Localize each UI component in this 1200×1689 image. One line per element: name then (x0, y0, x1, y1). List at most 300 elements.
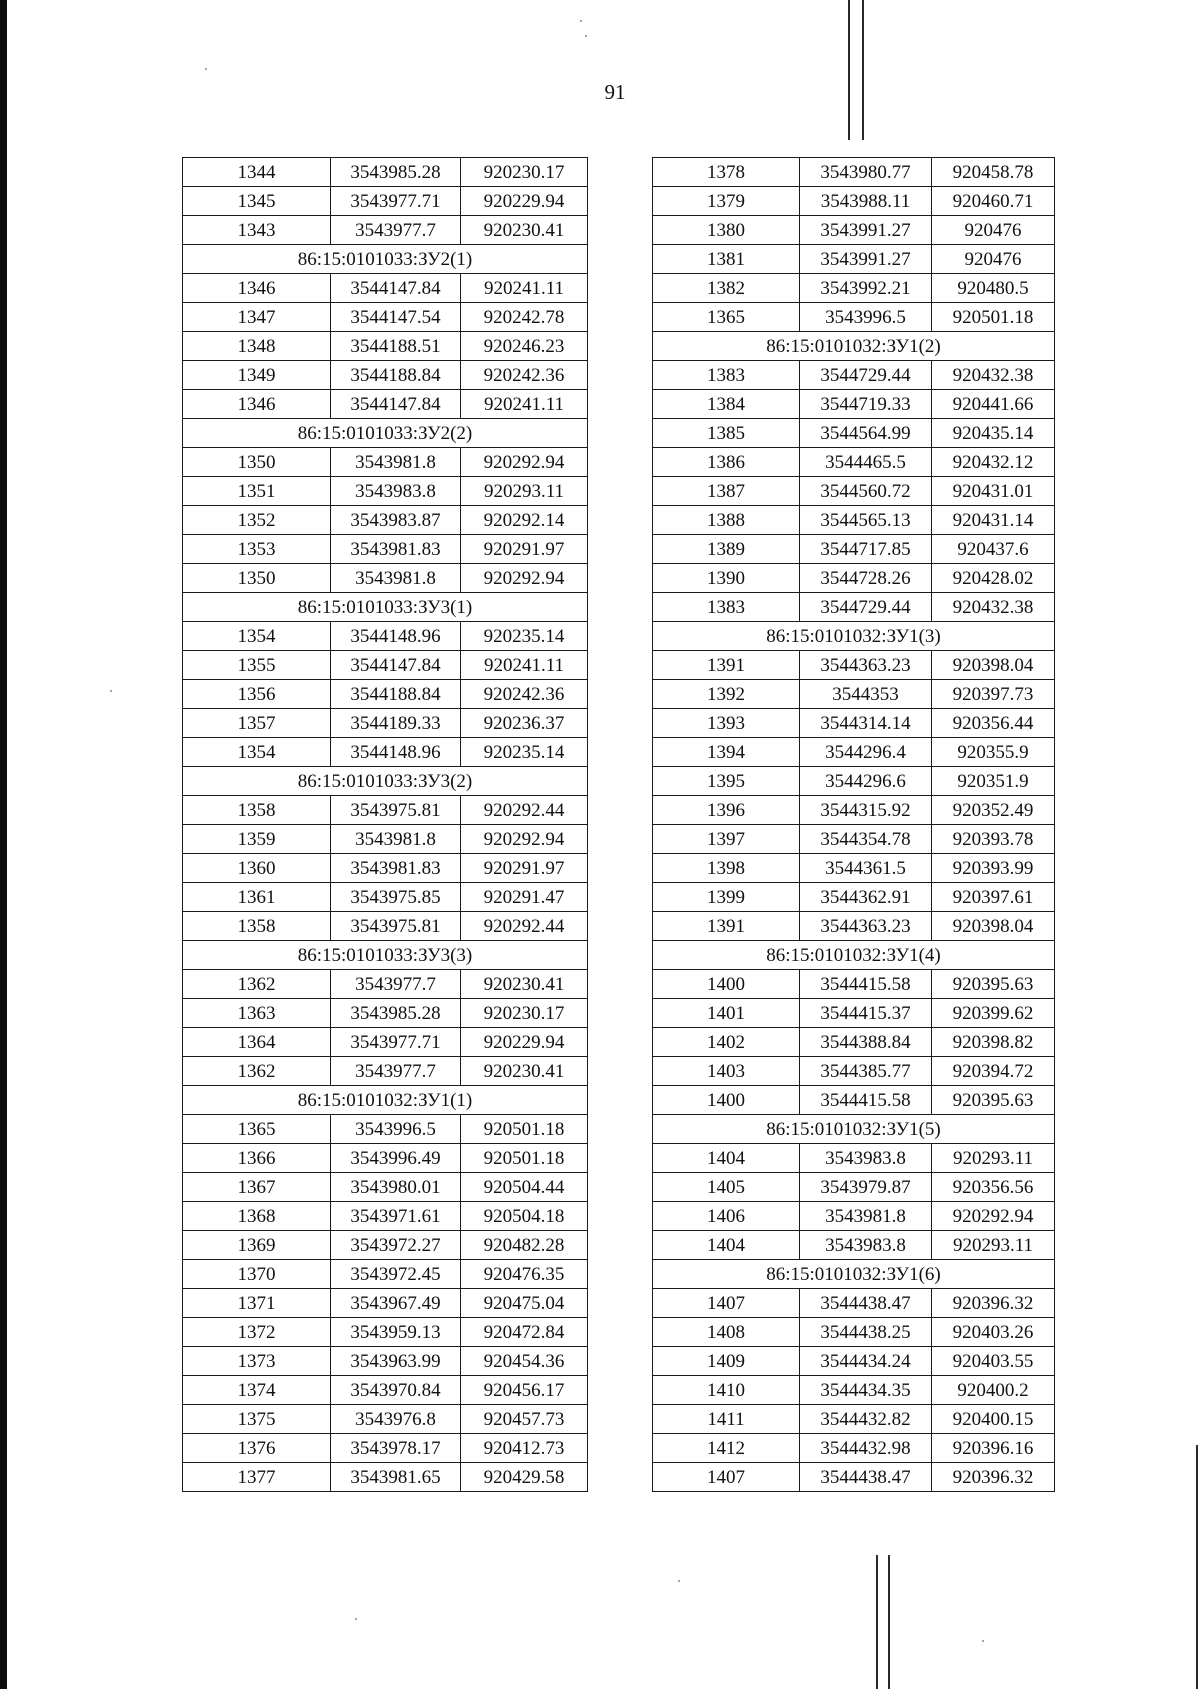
coordinate-row (653, 1463, 1055, 1492)
parcel-id-label: 86:15:0101032:ЗУ1(3) (653, 622, 1055, 651)
scan-speck (355, 1618, 357, 1620)
point-number-cell: 1378 (653, 158, 800, 187)
y-coordinate-cell: 920396.32 (932, 1463, 1055, 1492)
x-coordinate-cell: 3543977.7 (331, 1057, 461, 1086)
coordinate-row (653, 564, 1055, 593)
x-coordinate-cell: 3544148.96 (331, 622, 461, 651)
parcel-id-label: 86:15:0101033:ЗУ3(2) (183, 767, 588, 796)
x-coordinate-cell: 3543996.5 (800, 303, 932, 332)
coordinate-row (653, 912, 1055, 941)
coordinate-row (183, 187, 588, 216)
point-number-cell: 1369 (183, 1231, 331, 1260)
point-number-cell: 1371 (183, 1289, 331, 1318)
y-coordinate-cell: 920229.94 (461, 187, 588, 216)
x-coordinate-cell: 3544728.26 (800, 564, 932, 593)
y-coordinate-cell: 920292.14 (461, 506, 588, 535)
coordinate-row (653, 883, 1055, 912)
coordinate-row (653, 1057, 1055, 1086)
point-number-cell: 1406 (653, 1202, 800, 1231)
x-coordinate-cell: 3543970.84 (331, 1376, 461, 1405)
x-coordinate-cell: 3543972.27 (331, 1231, 461, 1260)
point-number-cell: 1408 (653, 1318, 800, 1347)
coordinate-row (653, 1376, 1055, 1405)
y-coordinate-cell: 920437.6 (932, 535, 1055, 564)
y-coordinate-cell: 920356.56 (932, 1173, 1055, 1202)
x-coordinate-cell: 3544188.51 (331, 332, 461, 361)
y-coordinate-cell: 920400.2 (932, 1376, 1055, 1405)
coordinate-row (653, 390, 1055, 419)
coordinate-row (183, 1405, 588, 1434)
x-coordinate-cell: 3544361.5 (800, 854, 932, 883)
coordinate-row (653, 274, 1055, 303)
x-coordinate-cell: 3543981.65 (331, 1463, 461, 1492)
y-coordinate-cell: 920293.11 (932, 1144, 1055, 1173)
coordinate-row (183, 622, 588, 651)
coordinate-row (183, 535, 588, 564)
point-number-cell: 1350 (183, 564, 331, 593)
y-coordinate-cell: 920292.44 (461, 912, 588, 941)
coordinate-row (183, 883, 588, 912)
point-number-cell: 1401 (653, 999, 800, 1028)
coordinate-row (653, 1086, 1055, 1115)
x-coordinate-cell: 3543992.21 (800, 274, 932, 303)
coordinate-row (653, 1434, 1055, 1463)
x-coordinate-cell: 3544717.85 (800, 535, 932, 564)
y-coordinate-cell: 920355.9 (932, 738, 1055, 767)
x-coordinate-cell: 3543977.7 (331, 216, 461, 245)
coordinate-row (183, 1028, 588, 1057)
y-coordinate-cell: 920431.01 (932, 477, 1055, 506)
y-coordinate-cell: 920352.49 (932, 796, 1055, 825)
x-coordinate-cell: 3544564.99 (800, 419, 932, 448)
y-coordinate-cell: 920458.78 (932, 158, 1055, 187)
x-coordinate-cell: 3544719.33 (800, 390, 932, 419)
x-coordinate-cell: 3543976.8 (331, 1405, 461, 1434)
y-coordinate-cell: 920230.17 (461, 158, 588, 187)
coordinate-row (653, 506, 1055, 535)
coordinate-row (183, 970, 588, 999)
point-number-cell: 1365 (183, 1115, 331, 1144)
y-coordinate-cell: 920292.44 (461, 796, 588, 825)
coordinates-table-right (652, 157, 1055, 1492)
x-coordinate-cell: 3544415.37 (800, 999, 932, 1028)
y-coordinate-cell: 920241.11 (461, 651, 588, 680)
coordinate-row (653, 709, 1055, 738)
y-coordinate-cell: 920504.44 (461, 1173, 588, 1202)
x-coordinate-cell: 3544565.13 (800, 506, 932, 535)
y-coordinate-cell: 920398.82 (932, 1028, 1055, 1057)
y-coordinate-cell: 920501.18 (461, 1144, 588, 1173)
point-number-cell: 1351 (183, 477, 331, 506)
y-coordinate-cell: 920454.36 (461, 1347, 588, 1376)
x-coordinate-cell: 3544438.47 (800, 1463, 932, 1492)
point-number-cell: 1349 (183, 361, 331, 390)
x-coordinate-cell: 3543981.8 (331, 448, 461, 477)
x-coordinate-cell: 3544729.44 (800, 593, 932, 622)
coordinate-row (183, 477, 588, 506)
point-number-cell: 1357 (183, 709, 331, 738)
coordinate-row (653, 1289, 1055, 1318)
x-coordinate-cell: 3543991.27 (800, 216, 932, 245)
y-coordinate-cell: 920397.61 (932, 883, 1055, 912)
coordinate-row (653, 1405, 1055, 1434)
coordinate-row (653, 1028, 1055, 1057)
point-number-cell: 1345 (183, 187, 331, 216)
y-coordinate-cell: 920476 (932, 216, 1055, 245)
parcel-id-label: 86:15:0101032:ЗУ1(5) (653, 1115, 1055, 1144)
x-coordinate-cell: 3543975.81 (331, 796, 461, 825)
coordinates-table-left (182, 157, 588, 1492)
y-coordinate-cell: 920457.73 (461, 1405, 588, 1434)
coordinate-row (183, 1318, 588, 1347)
parcel-id-label: 86:15:0101033:ЗУ3(1) (183, 593, 588, 622)
y-coordinate-cell: 920241.11 (461, 390, 588, 419)
coordinate-row (183, 912, 588, 941)
x-coordinate-cell: 3543980.77 (800, 158, 932, 187)
y-coordinate-cell: 920395.63 (932, 1086, 1055, 1115)
y-coordinate-cell: 920396.16 (932, 1434, 1055, 1463)
point-number-cell: 1364 (183, 1028, 331, 1057)
x-coordinate-cell: 3544314.14 (800, 709, 932, 738)
point-number-cell: 1386 (653, 448, 800, 477)
x-coordinate-cell: 3544385.77 (800, 1057, 932, 1086)
point-number-cell: 1374 (183, 1376, 331, 1405)
point-number-cell: 1375 (183, 1405, 331, 1434)
y-coordinate-cell: 920292.94 (461, 448, 588, 477)
point-number-cell: 1365 (653, 303, 800, 332)
x-coordinate-cell: 3543981.83 (331, 854, 461, 883)
x-coordinate-cell: 3544363.23 (800, 651, 932, 680)
point-number-cell: 1394 (653, 738, 800, 767)
y-coordinate-cell: 920501.18 (932, 303, 1055, 332)
parcel-id-label: 86:15:0101032:ЗУ1(6) (653, 1260, 1055, 1289)
y-coordinate-cell: 920242.36 (461, 361, 588, 390)
x-coordinate-cell: 3544353 (800, 680, 932, 709)
x-coordinate-cell: 3543967.49 (331, 1289, 461, 1318)
point-number-cell: 1352 (183, 506, 331, 535)
y-coordinate-cell: 920292.94 (461, 825, 588, 854)
section-header-row (653, 1115, 1055, 1144)
parcel-id-label: 86:15:0101033:ЗУ3(3) (183, 941, 588, 970)
x-coordinate-cell: 3544388.84 (800, 1028, 932, 1057)
point-number-cell: 1368 (183, 1202, 331, 1231)
scan-edge-left (0, 0, 7, 1689)
y-coordinate-cell: 920393.99 (932, 854, 1055, 883)
point-number-cell: 1404 (653, 1231, 800, 1260)
x-coordinate-cell: 3544434.35 (800, 1376, 932, 1405)
coordinate-row (653, 1231, 1055, 1260)
point-number-cell: 1353 (183, 535, 331, 564)
x-coordinate-cell: 3544465.5 (800, 448, 932, 477)
coordinate-row (183, 651, 588, 680)
coordinate-row (183, 1347, 588, 1376)
x-coordinate-cell: 3543972.45 (331, 1260, 461, 1289)
scan-artifact-top-line-1 (848, 0, 850, 140)
x-coordinate-cell: 3543971.61 (331, 1202, 461, 1231)
coordinate-row (653, 1318, 1055, 1347)
scan-speck (982, 1640, 984, 1642)
point-number-cell: 1387 (653, 477, 800, 506)
parcel-id-label: 86:15:0101033:ЗУ2(2) (183, 419, 588, 448)
point-number-cell: 1383 (653, 593, 800, 622)
scan-speck (205, 68, 207, 70)
y-coordinate-cell: 920395.63 (932, 970, 1055, 999)
point-number-cell: 1388 (653, 506, 800, 535)
x-coordinate-cell: 3544362.91 (800, 883, 932, 912)
coordinate-row (183, 1144, 588, 1173)
point-number-cell: 1381 (653, 245, 800, 274)
y-coordinate-cell: 920291.97 (461, 854, 588, 883)
point-number-cell: 1395 (653, 767, 800, 796)
x-coordinate-cell: 3544415.58 (800, 1086, 932, 1115)
y-coordinate-cell: 920480.5 (932, 274, 1055, 303)
point-number-cell: 1384 (653, 390, 800, 419)
page-number: 91 (604, 80, 626, 104)
point-number-cell: 1363 (183, 999, 331, 1028)
x-coordinate-cell: 3544432.82 (800, 1405, 932, 1434)
point-number-cell: 1354 (183, 738, 331, 767)
point-number-cell: 1392 (653, 680, 800, 709)
coordinate-row (183, 1463, 588, 1492)
coordinate-row (183, 1115, 588, 1144)
y-coordinate-cell: 920398.04 (932, 912, 1055, 941)
point-number-cell: 1355 (183, 651, 331, 680)
coordinate-row (183, 332, 588, 361)
y-coordinate-cell: 920403.26 (932, 1318, 1055, 1347)
point-number-cell: 1366 (183, 1144, 331, 1173)
x-coordinate-cell: 3544148.96 (331, 738, 461, 767)
coordinate-row (653, 738, 1055, 767)
scan-speck (585, 35, 587, 37)
scan-artifact-top-line-2 (862, 0, 864, 140)
y-coordinate-cell: 920235.14 (461, 738, 588, 767)
section-header-row (183, 941, 588, 970)
x-coordinate-cell: 3544188.84 (331, 680, 461, 709)
point-number-cell: 1379 (653, 187, 800, 216)
coordinate-row (653, 1202, 1055, 1231)
point-number-cell: 1389 (653, 535, 800, 564)
coordinate-row (183, 390, 588, 419)
coordinate-row (653, 245, 1055, 274)
y-coordinate-cell: 920394.72 (932, 1057, 1055, 1086)
y-coordinate-cell: 920482.28 (461, 1231, 588, 1260)
x-coordinate-cell: 3543959.13 (331, 1318, 461, 1347)
y-coordinate-cell: 920412.73 (461, 1434, 588, 1463)
x-coordinate-cell: 3543983.87 (331, 506, 461, 535)
x-coordinate-cell: 3543996.5 (331, 1115, 461, 1144)
section-header-row (183, 593, 588, 622)
scan-speck (678, 1580, 680, 1582)
section-header-row (653, 332, 1055, 361)
coordinate-row (653, 970, 1055, 999)
y-coordinate-cell: 920230.41 (461, 216, 588, 245)
x-coordinate-cell: 3544147.84 (331, 390, 461, 419)
scan-speck (110, 690, 112, 692)
point-number-cell: 1403 (653, 1057, 800, 1086)
point-number-cell: 1367 (183, 1173, 331, 1202)
x-coordinate-cell: 3544296.6 (800, 767, 932, 796)
coordinate-row (183, 1260, 588, 1289)
coordinate-row (653, 477, 1055, 506)
y-coordinate-cell: 920293.11 (932, 1231, 1055, 1260)
coordinate-row (653, 535, 1055, 564)
point-number-cell: 1346 (183, 274, 331, 303)
y-coordinate-cell: 920432.38 (932, 361, 1055, 390)
coordinate-row (653, 216, 1055, 245)
point-number-cell: 1372 (183, 1318, 331, 1347)
x-coordinate-cell: 3543988.11 (800, 187, 932, 216)
y-coordinate-cell: 920400.15 (932, 1405, 1055, 1434)
y-coordinate-cell: 920351.9 (932, 767, 1055, 796)
y-coordinate-cell: 920456.17 (461, 1376, 588, 1405)
coordinate-row (653, 187, 1055, 216)
section-header-row (183, 419, 588, 448)
coordinate-row (653, 680, 1055, 709)
point-number-cell: 1409 (653, 1347, 800, 1376)
point-number-cell: 1344 (183, 158, 331, 187)
x-coordinate-cell: 3543985.28 (331, 158, 461, 187)
x-coordinate-cell: 3544147.84 (331, 651, 461, 680)
coordinate-row (183, 1202, 588, 1231)
coordinates-table-right-body (653, 158, 1055, 1492)
point-number-cell: 1410 (653, 1376, 800, 1405)
point-number-cell: 1348 (183, 332, 331, 361)
x-coordinate-cell: 3544147.84 (331, 274, 461, 303)
x-coordinate-cell: 3544363.23 (800, 912, 932, 941)
coordinate-row (653, 158, 1055, 187)
y-coordinate-cell: 920441.66 (932, 390, 1055, 419)
y-coordinate-cell: 920230.41 (461, 970, 588, 999)
point-number-cell: 1346 (183, 390, 331, 419)
y-coordinate-cell: 920399.62 (932, 999, 1055, 1028)
coordinate-row (183, 999, 588, 1028)
y-coordinate-cell: 920242.36 (461, 680, 588, 709)
y-coordinate-cell: 920504.18 (461, 1202, 588, 1231)
x-coordinate-cell: 3543980.01 (331, 1173, 461, 1202)
coordinate-row (653, 854, 1055, 883)
section-header-row (183, 1086, 588, 1115)
x-coordinate-cell: 3543975.85 (331, 883, 461, 912)
coordinate-row (183, 1173, 588, 1202)
point-number-cell: 1400 (653, 970, 800, 999)
x-coordinate-cell: 3544438.47 (800, 1289, 932, 1318)
y-coordinate-cell: 920393.78 (932, 825, 1055, 854)
coordinate-row (183, 303, 588, 332)
coordinate-row (183, 825, 588, 854)
y-coordinate-cell: 920429.58 (461, 1463, 588, 1492)
x-coordinate-cell: 3543983.8 (800, 1144, 932, 1173)
point-number-cell: 1404 (653, 1144, 800, 1173)
point-number-cell: 1382 (653, 274, 800, 303)
scan-artifact-bottom-line-1 (876, 1555, 878, 1689)
x-coordinate-cell: 3543981.83 (331, 535, 461, 564)
x-coordinate-cell: 3544729.44 (800, 361, 932, 390)
x-coordinate-cell: 3543983.8 (800, 1231, 932, 1260)
coordinate-row (183, 1289, 588, 1318)
x-coordinate-cell: 3544147.54 (331, 303, 461, 332)
scan-artifact-right-edge (1196, 1445, 1198, 1689)
coordinate-row (653, 1173, 1055, 1202)
point-number-cell: 1411 (653, 1405, 800, 1434)
point-number-cell: 1391 (653, 651, 800, 680)
coordinate-row (183, 854, 588, 883)
section-header-row (653, 941, 1055, 970)
point-number-cell: 1377 (183, 1463, 331, 1492)
y-coordinate-cell: 920396.32 (932, 1289, 1055, 1318)
coordinate-row (183, 1376, 588, 1405)
y-coordinate-cell: 920432.38 (932, 593, 1055, 622)
x-coordinate-cell: 3543981.8 (331, 564, 461, 593)
coordinate-row (183, 274, 588, 303)
coordinate-row (653, 825, 1055, 854)
x-coordinate-cell: 3544434.24 (800, 1347, 932, 1376)
y-coordinate-cell: 920398.04 (932, 651, 1055, 680)
x-coordinate-cell: 3543977.7 (331, 970, 461, 999)
point-number-cell: 1370 (183, 1260, 331, 1289)
y-coordinate-cell: 920229.94 (461, 1028, 588, 1057)
scan-speck (580, 20, 582, 22)
point-number-cell: 1361 (183, 883, 331, 912)
x-coordinate-cell: 3543977.71 (331, 187, 461, 216)
point-number-cell: 1383 (653, 361, 800, 390)
coordinate-row (653, 448, 1055, 477)
coordinate-row (653, 361, 1055, 390)
coordinate-row (183, 564, 588, 593)
coordinates-table-left-body (183, 158, 588, 1492)
coordinate-row (183, 709, 588, 738)
y-coordinate-cell: 920291.97 (461, 535, 588, 564)
x-coordinate-cell: 3544189.33 (331, 709, 461, 738)
point-number-cell: 1350 (183, 448, 331, 477)
point-number-cell: 1358 (183, 912, 331, 941)
point-number-cell: 1405 (653, 1173, 800, 1202)
x-coordinate-cell: 3543983.8 (331, 477, 461, 506)
x-coordinate-cell: 3544315.92 (800, 796, 932, 825)
point-number-cell: 1393 (653, 709, 800, 738)
y-coordinate-cell: 920397.73 (932, 680, 1055, 709)
y-coordinate-cell: 920236.37 (461, 709, 588, 738)
y-coordinate-cell: 920431.14 (932, 506, 1055, 535)
y-coordinate-cell: 920435.14 (932, 419, 1055, 448)
x-coordinate-cell: 3544432.98 (800, 1434, 932, 1463)
scan-artifact-bottom-line-2 (888, 1555, 890, 1689)
y-coordinate-cell: 920476.35 (461, 1260, 588, 1289)
point-number-cell: 1398 (653, 854, 800, 883)
point-number-cell: 1347 (183, 303, 331, 332)
coordinate-row (183, 158, 588, 187)
point-number-cell: 1385 (653, 419, 800, 448)
point-number-cell: 1391 (653, 912, 800, 941)
section-header-row (653, 1260, 1055, 1289)
coordinate-row (653, 796, 1055, 825)
x-coordinate-cell: 3543975.81 (331, 912, 461, 941)
point-number-cell: 1400 (653, 1086, 800, 1115)
parcel-id-label: 86:15:0101032:ЗУ1(2) (653, 332, 1055, 361)
y-coordinate-cell: 920292.94 (461, 564, 588, 593)
x-coordinate-cell: 3543981.8 (331, 825, 461, 854)
y-coordinate-cell: 920242.78 (461, 303, 588, 332)
x-coordinate-cell: 3544560.72 (800, 477, 932, 506)
y-coordinate-cell: 920230.41 (461, 1057, 588, 1086)
point-number-cell: 1356 (183, 680, 331, 709)
y-coordinate-cell: 920403.55 (932, 1347, 1055, 1376)
coordinate-row (653, 651, 1055, 680)
x-coordinate-cell: 3543996.49 (331, 1144, 461, 1173)
parcel-id-label: 86:15:0101032:ЗУ1(1) (183, 1086, 588, 1115)
coordinate-row (653, 419, 1055, 448)
x-coordinate-cell: 3543978.17 (331, 1434, 461, 1463)
y-coordinate-cell: 920246.23 (461, 332, 588, 361)
